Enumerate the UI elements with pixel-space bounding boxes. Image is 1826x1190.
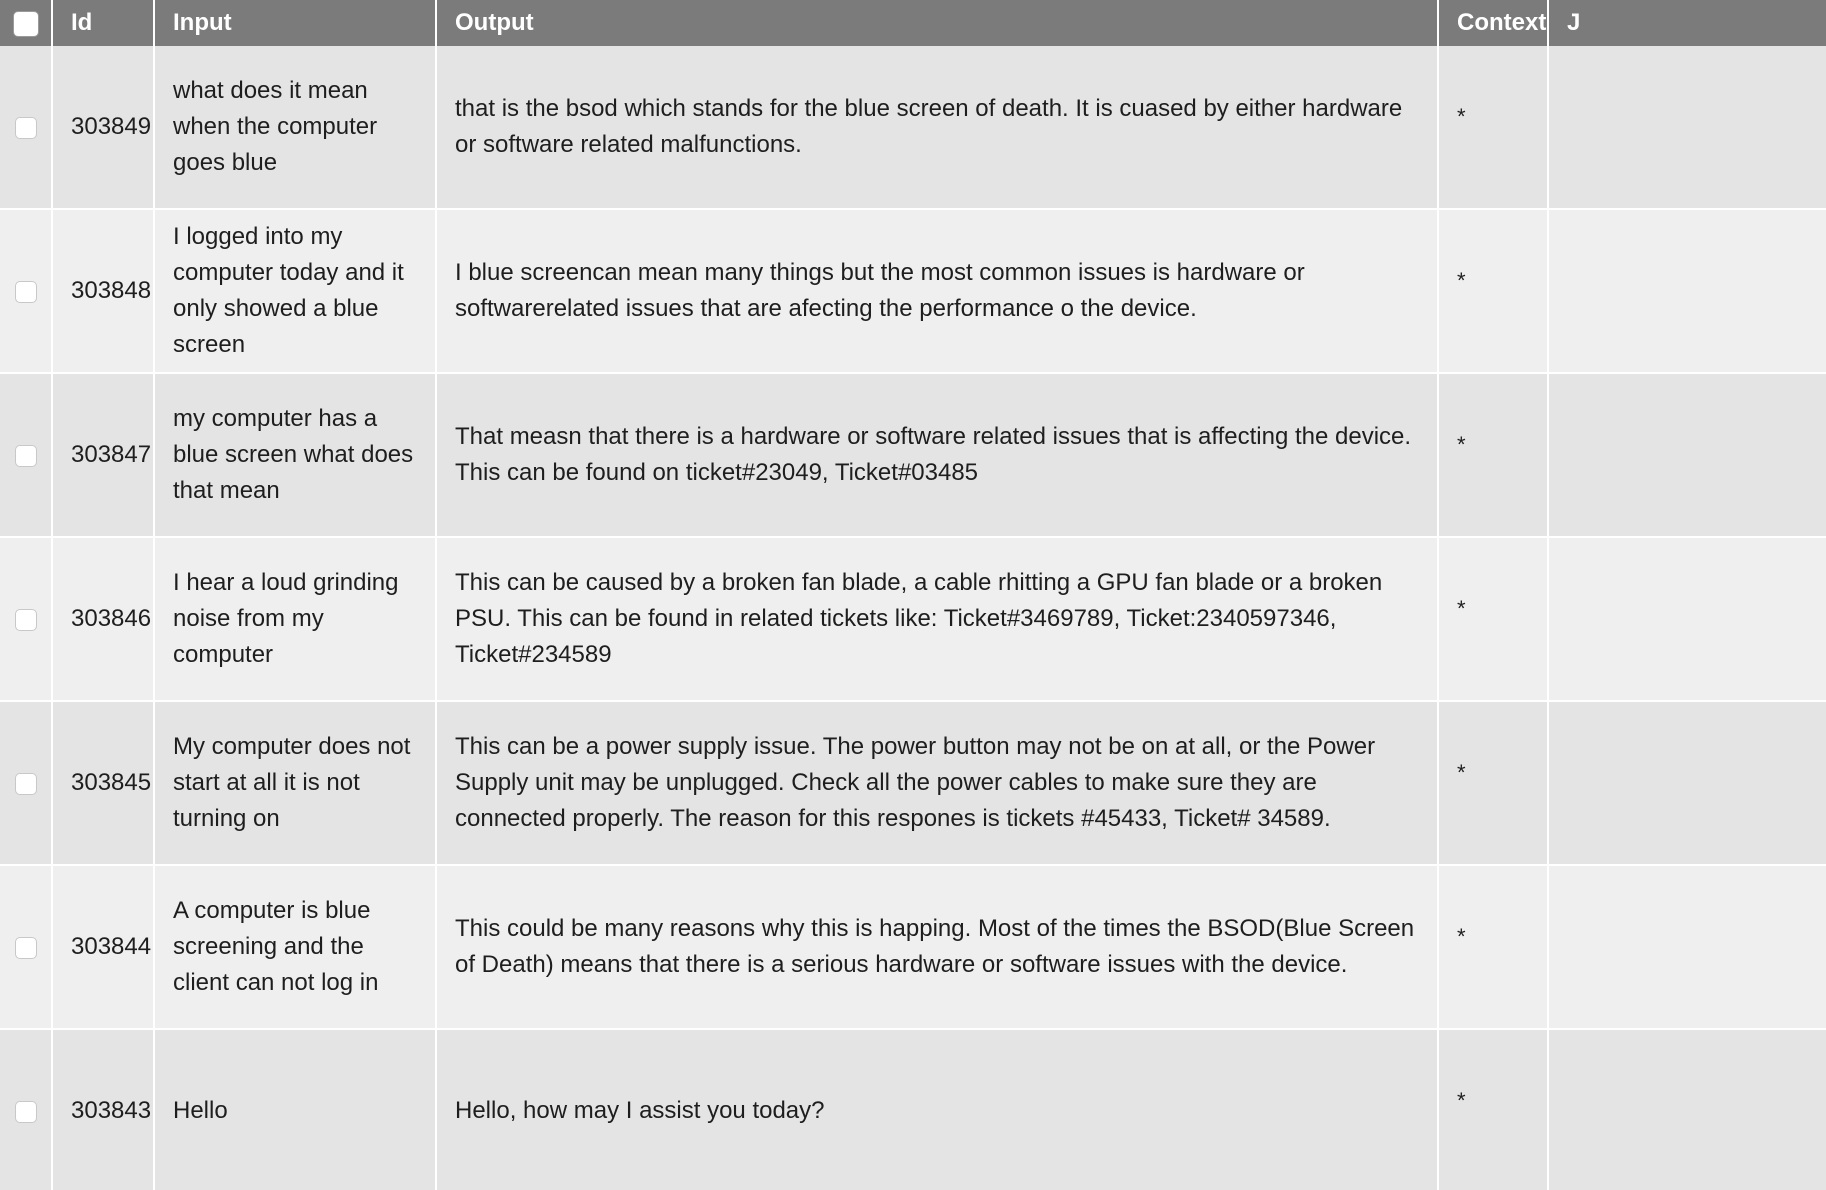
row-select-cell bbox=[0, 537, 52, 701]
context-value: * bbox=[1457, 760, 1466, 785]
row-select-cell bbox=[0, 865, 52, 1029]
cell-id: 303846 bbox=[52, 537, 154, 701]
header-row bbox=[0, 0, 1826, 46]
row-checkbox[interactable] bbox=[15, 773, 37, 795]
cell-id: 303845 bbox=[52, 701, 154, 865]
cell-next bbox=[1548, 537, 1826, 701]
column-header-context[interactable]: Context bbox=[1438, 0, 1548, 46]
context-value: * bbox=[1457, 268, 1466, 293]
row-checkbox[interactable] bbox=[15, 937, 37, 959]
cell-id: 303843 bbox=[52, 1029, 154, 1190]
table-row[interactable] bbox=[0, 865, 1826, 1029]
cell-input: my computer has a blue screen what does that mean bbox=[154, 373, 436, 537]
cell-id: 303844 bbox=[52, 865, 154, 1029]
cell-context bbox=[1438, 373, 1548, 537]
row-select-cell bbox=[0, 701, 52, 865]
cell-input: I hear a loud grinding noise from my computer bbox=[154, 537, 436, 701]
cell-next bbox=[1548, 46, 1826, 209]
cell-next bbox=[1548, 373, 1826, 537]
cell-next bbox=[1548, 701, 1826, 865]
row-select-cell bbox=[0, 46, 52, 209]
column-header-output[interactable]: Output bbox=[436, 0, 1438, 46]
table-row[interactable] bbox=[0, 537, 1826, 701]
cell-id: 303847 bbox=[52, 373, 154, 537]
column-header-input[interactable]: Input bbox=[154, 0, 436, 46]
row-select-cell bbox=[0, 209, 52, 373]
cell-context bbox=[1438, 701, 1548, 865]
table-row[interactable] bbox=[0, 209, 1826, 373]
cell-output: Hello, how may I assist you today? bbox=[436, 1029, 1438, 1190]
table-row[interactable] bbox=[0, 1029, 1826, 1190]
cell-input: Hello bbox=[154, 1029, 436, 1190]
row-checkbox[interactable] bbox=[15, 281, 37, 303]
select-all-checkbox[interactable] bbox=[13, 11, 39, 37]
cell-context bbox=[1438, 209, 1548, 373]
cell-output: that is the bsod which stands for the blue screen of death. It is cuased by either hardware or software related malfunctions. bbox=[436, 46, 1438, 209]
cell-id: 303849 bbox=[52, 46, 154, 209]
cell-output: This could be many reasons why this is happing. Most of the times the BSOD(Blue Screen of Death) means that there is a serious hardware or software issues with the device. bbox=[436, 865, 1438, 1029]
column-header-next[interactable]: J bbox=[1548, 0, 1826, 46]
row-checkbox[interactable] bbox=[15, 117, 37, 139]
cell-output: I blue screencan mean many things but the most common issues is hardware or softwarerelated issues that are afecting the performance o the device. bbox=[436, 209, 1438, 373]
context-value: * bbox=[1457, 1088, 1466, 1113]
table-row[interactable] bbox=[0, 373, 1826, 537]
row-select-cell bbox=[0, 1029, 52, 1190]
cell-id: 303848 bbox=[52, 209, 154, 373]
cell-output: This can be a power supply issue. The power button may not be on at all, or the Power Supply unit may be unplugged. Check all the power cables to make sure they are connected properly. The reason for this respones is tickets #45433, Ticket# 34589. bbox=[436, 701, 1438, 865]
cell-next bbox=[1548, 209, 1826, 373]
context-value: * bbox=[1457, 596, 1466, 621]
context-value: * bbox=[1457, 104, 1466, 129]
table-row[interactable] bbox=[0, 46, 1826, 209]
row-checkbox[interactable] bbox=[15, 445, 37, 467]
row-checkbox[interactable] bbox=[15, 609, 37, 631]
cell-input: My computer does not start at all it is not turning on bbox=[154, 701, 436, 865]
cell-context bbox=[1438, 1029, 1548, 1190]
cell-context bbox=[1438, 537, 1548, 701]
cell-input: what does it mean when the computer goes blue bbox=[154, 46, 436, 209]
cell-input: A computer is blue screening and the client can not log in bbox=[154, 865, 436, 1029]
column-header-id[interactable]: Id bbox=[52, 0, 154, 46]
cell-context bbox=[1438, 865, 1548, 1029]
cell-next bbox=[1548, 865, 1826, 1029]
cell-output: That measn that there is a hardware or software related issues that is affecting the device. This can be found on ticket#23049, Ticket#03485 bbox=[436, 373, 1438, 537]
context-value: * bbox=[1457, 432, 1466, 457]
cell-output: This can be caused by a broken fan blade, a cable rhitting a GPU fan blade or a broken PSU. This can be found in related tickets like: Ticket#3469789, Ticket:2340597346, Ticket#234589 bbox=[436, 537, 1438, 701]
table-row[interactable] bbox=[0, 701, 1826, 865]
row-select-cell bbox=[0, 373, 52, 537]
cell-input: I logged into my computer today and it only showed a blue screen bbox=[154, 209, 436, 373]
context-value: * bbox=[1457, 924, 1466, 949]
cell-next bbox=[1548, 1029, 1826, 1190]
select-all-cell bbox=[0, 0, 52, 46]
cell-context bbox=[1438, 46, 1548, 209]
row-checkbox[interactable] bbox=[15, 1101, 37, 1123]
